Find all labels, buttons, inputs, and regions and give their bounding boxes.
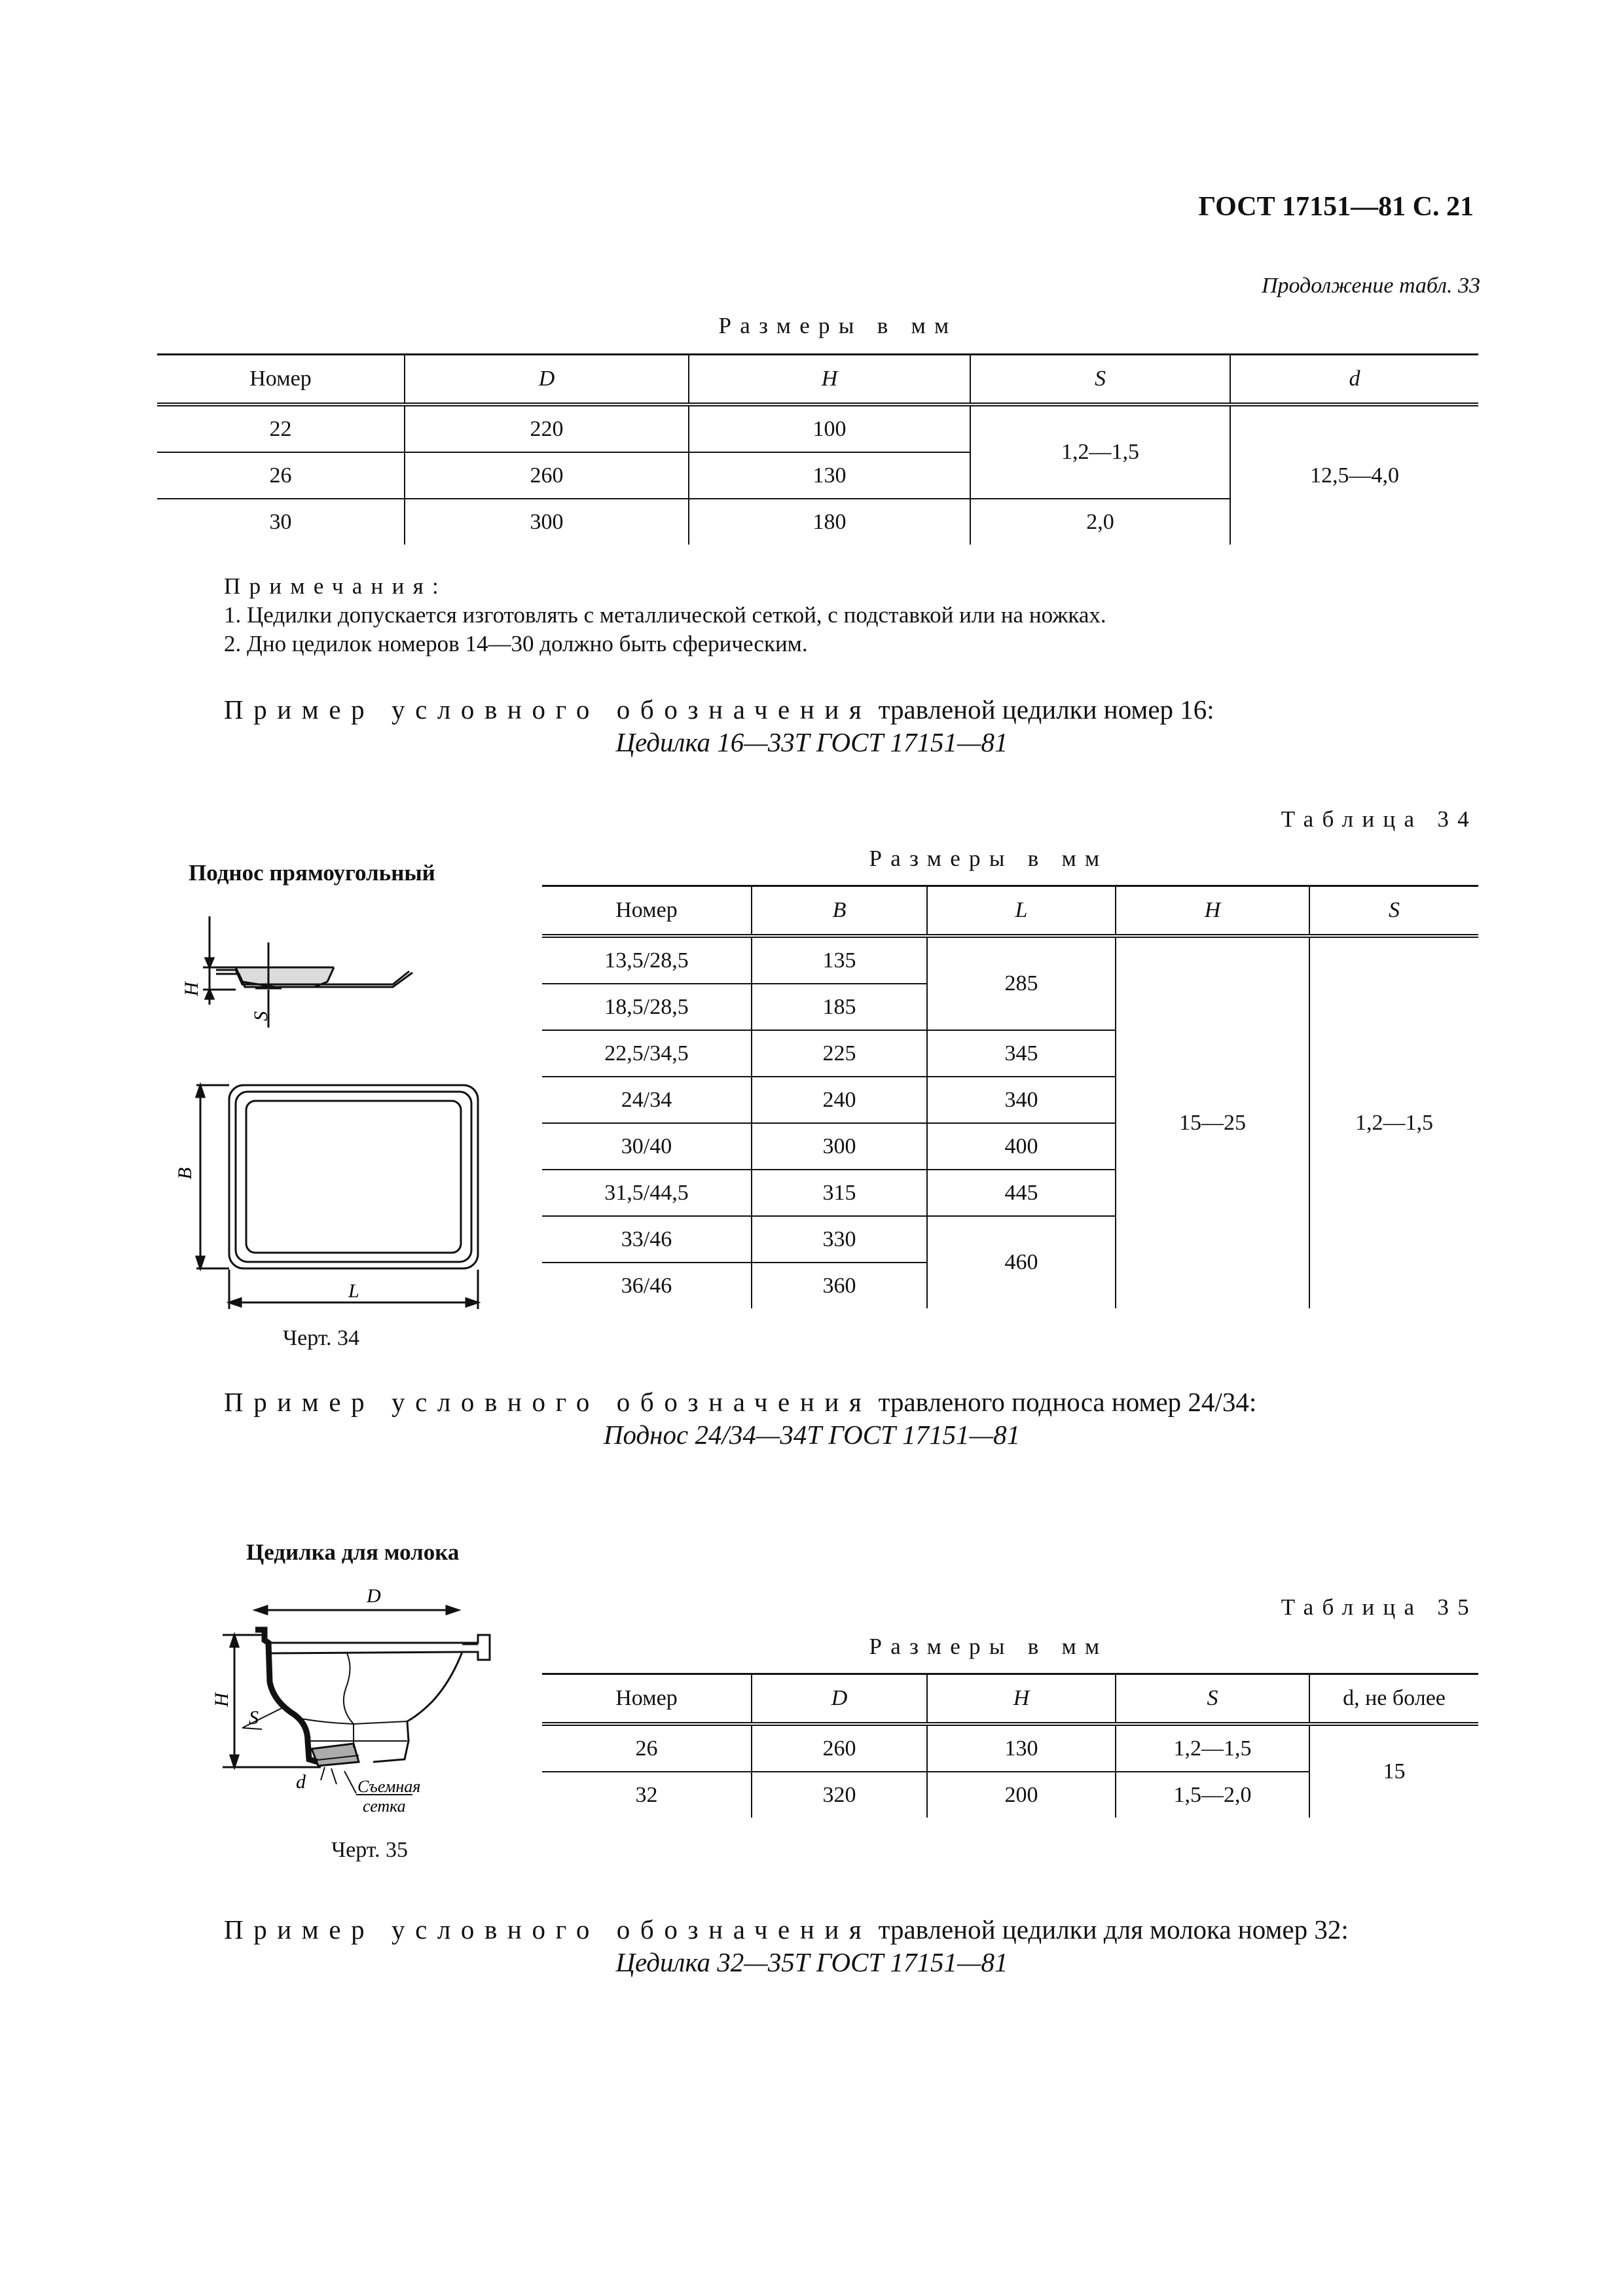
example-3-code: Цедилка 32—35Т ГОСТ 17151—81	[615, 1947, 1008, 1977]
dim-label-d-top: D	[367, 1585, 381, 1607]
cell: 15	[1309, 1724, 1478, 1818]
mesh-label-1: Съемная	[357, 1777, 421, 1796]
cell: 1,2—1,5	[1309, 936, 1478, 1308]
col-header: H	[927, 1674, 1116, 1725]
cell: 225	[752, 1030, 927, 1077]
col-header: d	[1230, 355, 1478, 405]
example-3	[224, 1914, 1349, 1945]
cell: 33/46	[542, 1216, 752, 1263]
table-35-title: Таблица 35	[1281, 1594, 1478, 1620]
cell: 330	[752, 1216, 927, 1263]
col-header: S	[1309, 886, 1478, 937]
strainer-drawing	[196, 1584, 511, 1833]
cell: 100	[689, 404, 970, 452]
cell: 360	[752, 1263, 927, 1308]
cell: 26	[157, 452, 405, 499]
cell: 240	[752, 1077, 927, 1123]
strainer-section-view	[223, 1606, 490, 1795]
col-header: Номер	[542, 1674, 752, 1725]
t33-caption: Размеры в мм	[718, 313, 958, 338]
example-text: травленого подноса номер 24/34:	[871, 1387, 1257, 1417]
cell: 1,2—1,5	[970, 404, 1230, 499]
col-header: H	[1116, 886, 1309, 937]
col-header: L	[927, 886, 1116, 937]
example-1-code: Цедилка 16—33Т ГОСТ 17151—81	[615, 727, 1008, 757]
cell: 320	[752, 1772, 927, 1818]
table-row	[542, 936, 1478, 984]
cell: 30/40	[542, 1123, 752, 1170]
t35-caption: Размеры в мм	[869, 1634, 1108, 1659]
example-lead: Пример условного обозначения	[224, 694, 872, 725]
dim-label-d-small: d	[296, 1771, 306, 1793]
note-2: 2. Дно цедилок номеров 14—30 должно быть сферическим.	[224, 631, 808, 656]
cell: 345	[927, 1030, 1116, 1077]
cell: 32	[635, 1782, 658, 1807]
cell: 185	[752, 984, 927, 1030]
tray-side-view	[203, 916, 412, 1028]
example-text: травленой цедилки для молока номер 32:	[871, 1914, 1349, 1945]
cell: 220	[405, 404, 689, 452]
cell: 135	[752, 936, 927, 984]
page-header: ГОСТ 17151—81 С. 21	[1198, 192, 1474, 222]
cell: 400	[927, 1123, 1116, 1170]
col-header: d, не более	[1309, 1674, 1478, 1725]
table-34-title: Таблица 34	[1281, 806, 1478, 832]
table-header-row	[157, 355, 1478, 405]
cell: 30	[269, 509, 292, 534]
col-header: Номер	[157, 355, 405, 405]
cell: 260	[405, 452, 689, 499]
cell: 300	[752, 1123, 927, 1170]
col-header: D	[405, 355, 689, 405]
cell: 445	[927, 1170, 1116, 1216]
table-header-row	[542, 886, 1478, 937]
dim-label-s: S	[249, 1707, 259, 1729]
figure-34-caption: Черт. 34	[283, 1326, 360, 1350]
cell: 130	[927, 1724, 1116, 1772]
t34-caption: Размеры в мм	[869, 846, 1108, 871]
cell: 2,0	[970, 499, 1230, 545]
col-header: H	[689, 355, 970, 405]
cell: 24/34	[542, 1077, 752, 1123]
cell: 12,5—4,0	[1230, 404, 1478, 545]
cell: 1,5—2,0	[1116, 1772, 1309, 1818]
cell: 22,5/34,5	[542, 1030, 752, 1077]
table-35	[542, 1673, 1478, 1818]
dim-label-l: L	[348, 1280, 359, 1302]
example-1	[224, 694, 1214, 725]
col-header: S	[1116, 1674, 1309, 1725]
dim-label-s: S	[250, 1011, 272, 1021]
cell: 1,2—1,5	[1116, 1724, 1309, 1772]
mesh-label-2: сетка	[363, 1797, 406, 1816]
example-2	[224, 1386, 1256, 1418]
example-2-code: Поднос 24/34—34Т ГОСТ 17151—81	[603, 1420, 1021, 1450]
cell: 13,5/28,5	[542, 936, 752, 984]
example-lead: Пример условного обозначения	[224, 1387, 872, 1417]
cell: 36/46	[621, 1273, 672, 1298]
cell: 15—25	[1116, 936, 1309, 1308]
dim-label-b: B	[174, 1167, 196, 1179]
col-header: S	[970, 355, 1230, 405]
cell: 340	[927, 1077, 1116, 1123]
cell: 300	[405, 499, 689, 545]
cell: 31,5/44,5	[542, 1170, 752, 1216]
table-row	[542, 1724, 1478, 1772]
section-title-tray: Поднос прямоугольный	[189, 860, 435, 886]
table-row	[157, 404, 1478, 452]
cell: 130	[689, 452, 970, 499]
notes-title: Примечания:	[224, 573, 448, 599]
figure-35-caption: Черт. 35	[331, 1838, 409, 1862]
example-lead: Пример условного обозначения	[224, 1914, 872, 1945]
table-header-row	[542, 1674, 1478, 1725]
col-header: D	[752, 1674, 927, 1725]
tray-drawing	[174, 916, 517, 1322]
cell: 180	[689, 499, 970, 545]
cell: 315	[752, 1170, 927, 1216]
cell: 200	[927, 1772, 1116, 1818]
cell: 260	[752, 1724, 927, 1772]
dim-label-h: H	[211, 1693, 232, 1707]
table-continuation-note: Продолжение табл. 33	[1261, 274, 1480, 298]
col-header: Номер	[542, 886, 752, 937]
note-1: 1. Цедилки допускается изготовлять с металлической сеткой, с подставкой или на ножках.	[224, 602, 1106, 628]
cell: 285	[927, 936, 1116, 1030]
table-33	[157, 353, 1478, 545]
tray-top-view	[196, 1085, 478, 1309]
cell: 22	[157, 404, 405, 452]
dim-label-h: H	[181, 982, 202, 996]
col-header: B	[752, 886, 927, 937]
cell: 26	[542, 1724, 752, 1772]
section-title-strainer: Цедилка для молока	[246, 1539, 460, 1565]
example-text: травленой цедилки номер 16:	[871, 694, 1214, 725]
table-34	[542, 885, 1478, 1308]
cell: 460	[927, 1216, 1116, 1308]
cell: 18,5/28,5	[542, 984, 752, 1030]
